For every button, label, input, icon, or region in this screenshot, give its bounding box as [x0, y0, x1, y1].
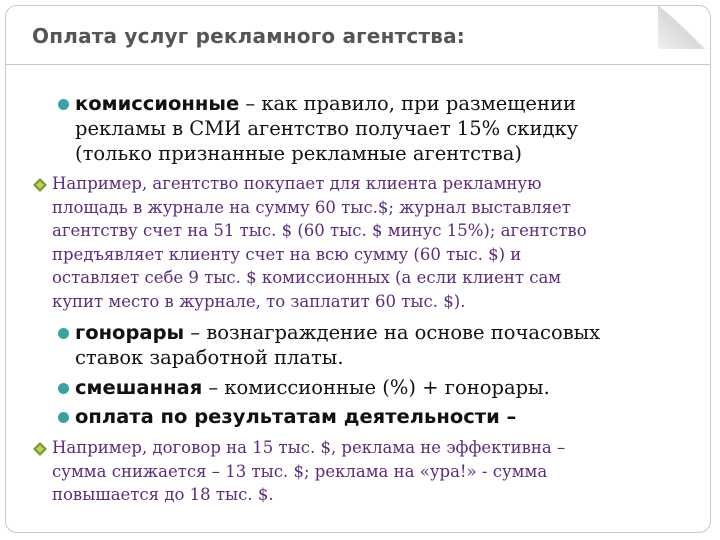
- bullet-dot-icon: [58, 328, 69, 339]
- example1-line-5: оставляет себе 9 тыс. $ комиссионных (а если клиент сам: [52, 268, 562, 287]
- example-performance: [52, 436, 565, 507]
- commission-line-2: рекламы в СМИ агентство получает 15% скидку: [75, 117, 579, 140]
- bullet-fees: [58, 320, 600, 370]
- title-divider: [5, 64, 711, 65]
- example1-line-2: площадь в журнале на сумму 60 тыс.$; журнал выставляет: [52, 197, 571, 217]
- commission-line-3: (только признанные рекламные агентства): [75, 142, 522, 165]
- diamond-bullet-icon: [33, 178, 47, 192]
- example2-line-2: сумма снижается – 13 тыс. $; реклама на «ура!» - сумма: [52, 461, 548, 481]
- fees-line-2: ставок заработной платы.: [75, 346, 344, 369]
- example1-line-4: предъявляет клиенту счет на всю сумму (60 тыс. $) и: [52, 244, 522, 264]
- mixed-def: – комиссионные (%) + гонорары.: [202, 376, 550, 399]
- bullet-dot-icon: [58, 412, 69, 423]
- example2-line-3: повышается до 18 тыс. $.: [52, 485, 274, 504]
- example1-line-1: Например, агентство покупает для клиента рекламную: [52, 174, 542, 193]
- example-commission: [52, 172, 587, 313]
- performance-term: оплата по результатам деятельности –: [75, 405, 517, 428]
- diamond-bullet-icon: [33, 442, 47, 456]
- fees-text: [75, 320, 600, 370]
- bullet-mixed: [58, 375, 550, 400]
- slide-title: Оплата услуг рекламного агентства:: [32, 24, 465, 48]
- commission-text: [75, 91, 578, 166]
- bullet-commission: [58, 91, 578, 166]
- fees-def: – вознаграждение на основе почасовых: [184, 321, 601, 344]
- example1-line-3: агентству счет на 51 тыс. $ (60 тыс. $ минус 15%); агентство: [52, 221, 587, 240]
- mixed-text: [75, 375, 550, 400]
- commission-term: комиссионные: [75, 92, 240, 115]
- bullet-dot-icon: [58, 99, 69, 110]
- example2-line-1: Например, договор на 15 тыс. $, реклама не эффективна –: [52, 438, 566, 457]
- example1-line-6: купит место в журнале, то заплатит 60 тыс. $).: [52, 291, 466, 311]
- commission-def: – как правило, при размещении: [239, 92, 576, 115]
- bullet-performance: [58, 404, 516, 429]
- performance-text: [75, 404, 516, 429]
- bullet-dot-icon: [58, 383, 69, 394]
- fees-term: гонорары: [75, 321, 185, 344]
- mixed-term: смешанная: [75, 376, 203, 399]
